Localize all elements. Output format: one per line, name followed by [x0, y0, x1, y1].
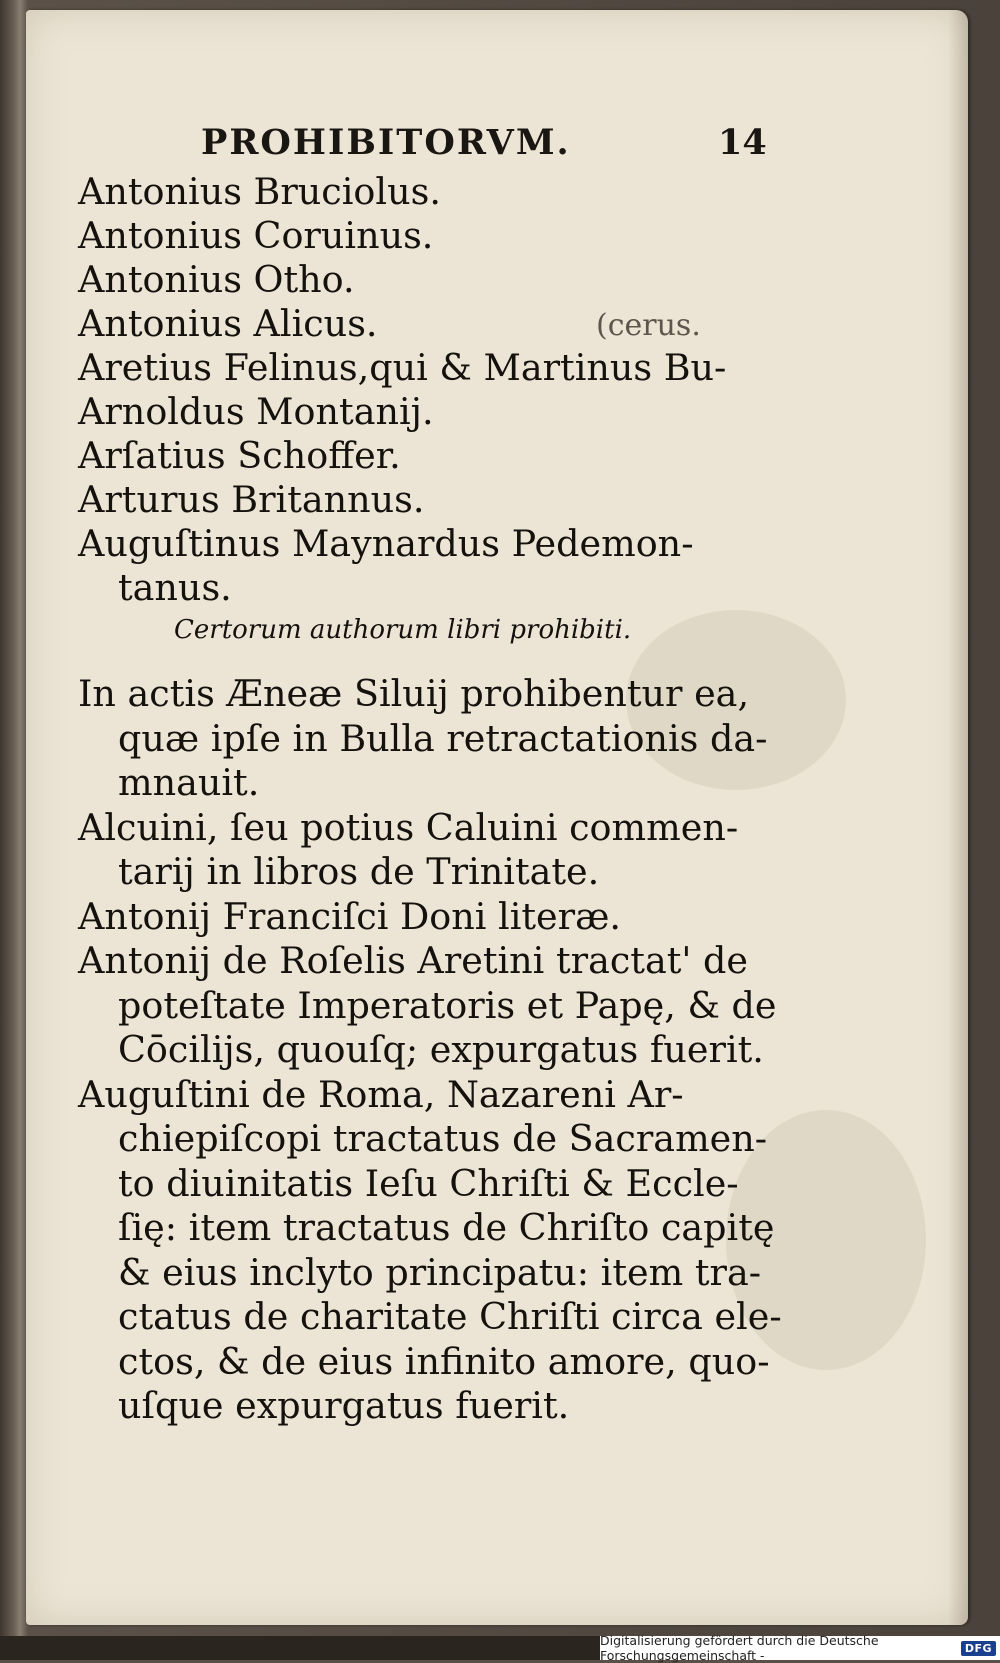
dfg-logo: DFG [961, 1641, 996, 1656]
text-line: Antonius Coruinus. [78, 214, 434, 257]
book-entries [78, 672, 782, 1429]
credit-text: Digitalisierung gefördert durch die Deutsche Forschungsgemeinschaft - [600, 1633, 879, 1663]
text-line: Arnoldus Montanij. [78, 390, 434, 433]
digitization-credit [600, 1633, 1000, 1663]
text-line: to diuinitatis Ieſu Chriſti & Eccle- [118, 1161, 739, 1205]
text-line: Antonij de Roſelis Aretini tractat' de [78, 939, 748, 982]
text-line: Antonij Franciſci Doni literæ. [78, 894, 621, 938]
text-line: mnauit. [118, 761, 260, 804]
page-edge-shadow [948, 10, 968, 1625]
text-line: In actis Æneæ Siluij prohibentur ea, [78, 672, 750, 715]
text-line: Aretius Felinus,qui & Martinus Bu- [78, 346, 727, 389]
text-line: Antonius Bruciolus. [78, 170, 441, 213]
text-line: Antonius Otho. [78, 258, 355, 301]
text-line: Arturus Britannus. [78, 478, 425, 521]
text-line: tanus. [118, 566, 232, 609]
text-line: tarij in libros de Trinitate. [118, 850, 600, 893]
text-line: poteſtate Imperatoris et Papę, & de [118, 983, 777, 1027]
text-line: ſię: item tractatus de Chriſto capitę [118, 1206, 775, 1249]
text-line: Arſatius Schoffer. [78, 434, 401, 477]
page-header [26, 122, 968, 172]
text-line: uſque expurgatus fuerit. [118, 1384, 570, 1427]
footer-strip [0, 1636, 600, 1660]
text-line: Auguſtinus Maynardus Pedemon- [78, 522, 694, 565]
book-page [26, 10, 968, 1625]
margin-note: (cerus. [596, 308, 701, 343]
text-line: Auguſtini de Roma, Nazareni Ar- [78, 1072, 684, 1116]
text-line: quæ ipſe in Bulla retractationis da- [118, 716, 768, 760]
page-body [78, 170, 782, 1429]
text-line: ctos, & de eius infinito amore, quo- [118, 1339, 770, 1383]
page-number: 14 [718, 122, 767, 163]
text-line: chiepiſcopi tractatus de Sacramen- [118, 1117, 768, 1160]
text-line: Cōcilijs, quouſq; expurgatus fuerit. [118, 1028, 764, 1071]
text-line: & eius inclyto principatu: item tra- [118, 1250, 762, 1294]
author-list [78, 170, 778, 610]
text-line: Alcuini, ſeu potius Caluini commen- [78, 805, 739, 849]
text-line: ctatus de charitate Chriſti circa ele- [118, 1295, 782, 1338]
section-heading: Certorum authorum libri prohibiti. [174, 615, 632, 645]
running-head: PROHIBITORVM. [201, 122, 571, 163]
text-line: Antonius Alicus. [78, 302, 378, 345]
